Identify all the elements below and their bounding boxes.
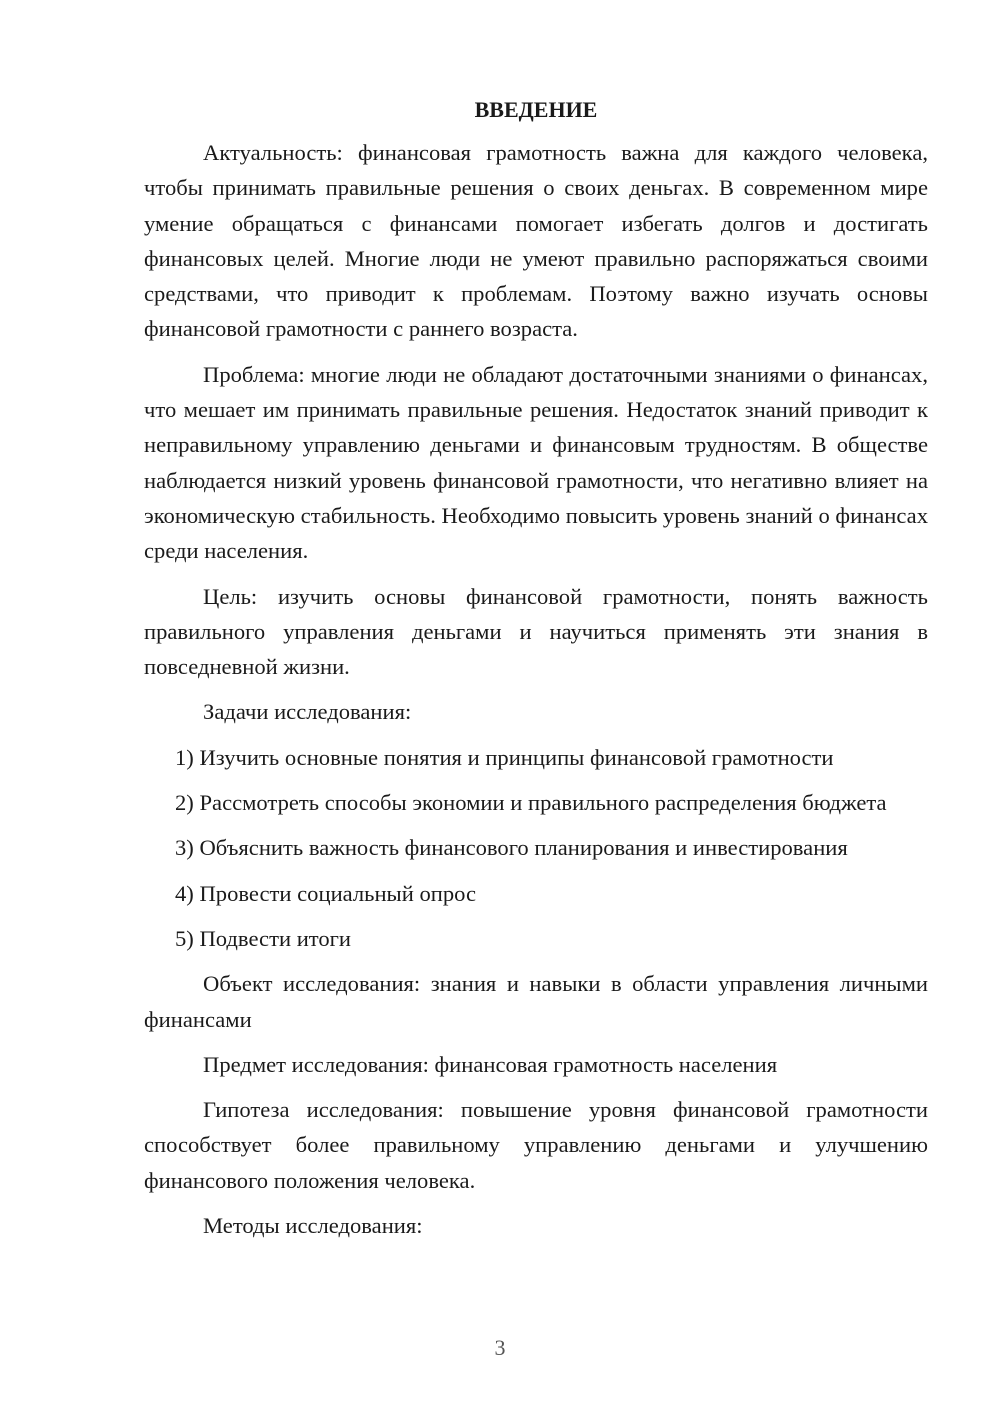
methods-heading: Методы исследования:	[203, 1213, 423, 1239]
subject-paragraph: Предмет исследования: финансовая грамотность населения	[203, 1051, 778, 1077]
task-item-1: 1) Изучить основные понятия и принципы финансовой грамотности	[175, 744, 834, 770]
relevance-paragraph: Актуальность: финансовая грамотность важна для каждого человека, чтобы принимать правильные решения о своих деньгах. В современном мире умение обращаться с финансами помогает избегать долгов и достигать финансовых целей. Многие люди не умеют правильно распоряжаться своими средствами, что приводит к проблемам. Поэтому важно изучать основы финансовой грамотности с раннего возраста.	[144, 140, 928, 342]
task-item-5: 5) Подвести итоги	[175, 925, 352, 951]
page-number: 3	[494, 1335, 506, 1360]
hypothesis-paragraph: Гипотеза исследования: повышение уровня финансовой грамотности способствует более правильному управлению деньгами и улучшению финансового положения человека.	[144, 1097, 928, 1193]
document-page	[144, 92, 928, 1243]
section-title: ВВЕДЕНИЕ	[474, 97, 598, 122]
problem-paragraph: Проблема: многие люди не обладают достаточными знаниями о финансах, что мешает им принимать правильные решения. Недостаток знаний приводит к неправильному управлению деньгами и финансовым трудностям. В обществе наблюдается низкий уровень финансовой грамотности, что негативно влияет на экономическую стабильность. Необходимо повысить уровень знаний о финансах среди населения.	[144, 361, 928, 564]
task-item-3: 3) Объяснить важность финансового планирования и инвестирования	[175, 835, 848, 861]
task-item-2: 2) Рассмотреть способы экономии и правильного распределения бюджета	[175, 790, 887, 816]
goal-paragraph: Цель: изучить основы финансовой грамотности, понять важность правильного управления деньгами и научиться применять эти знания в повседневной жизни.	[144, 583, 928, 680]
object-paragraph: Объект исследования: знания и навыки в области управления личными финансами	[144, 971, 928, 1032]
tasks-heading: Задачи исследования:	[203, 699, 412, 725]
task-item-4: 4) Провести социальный опрос	[175, 880, 477, 906]
